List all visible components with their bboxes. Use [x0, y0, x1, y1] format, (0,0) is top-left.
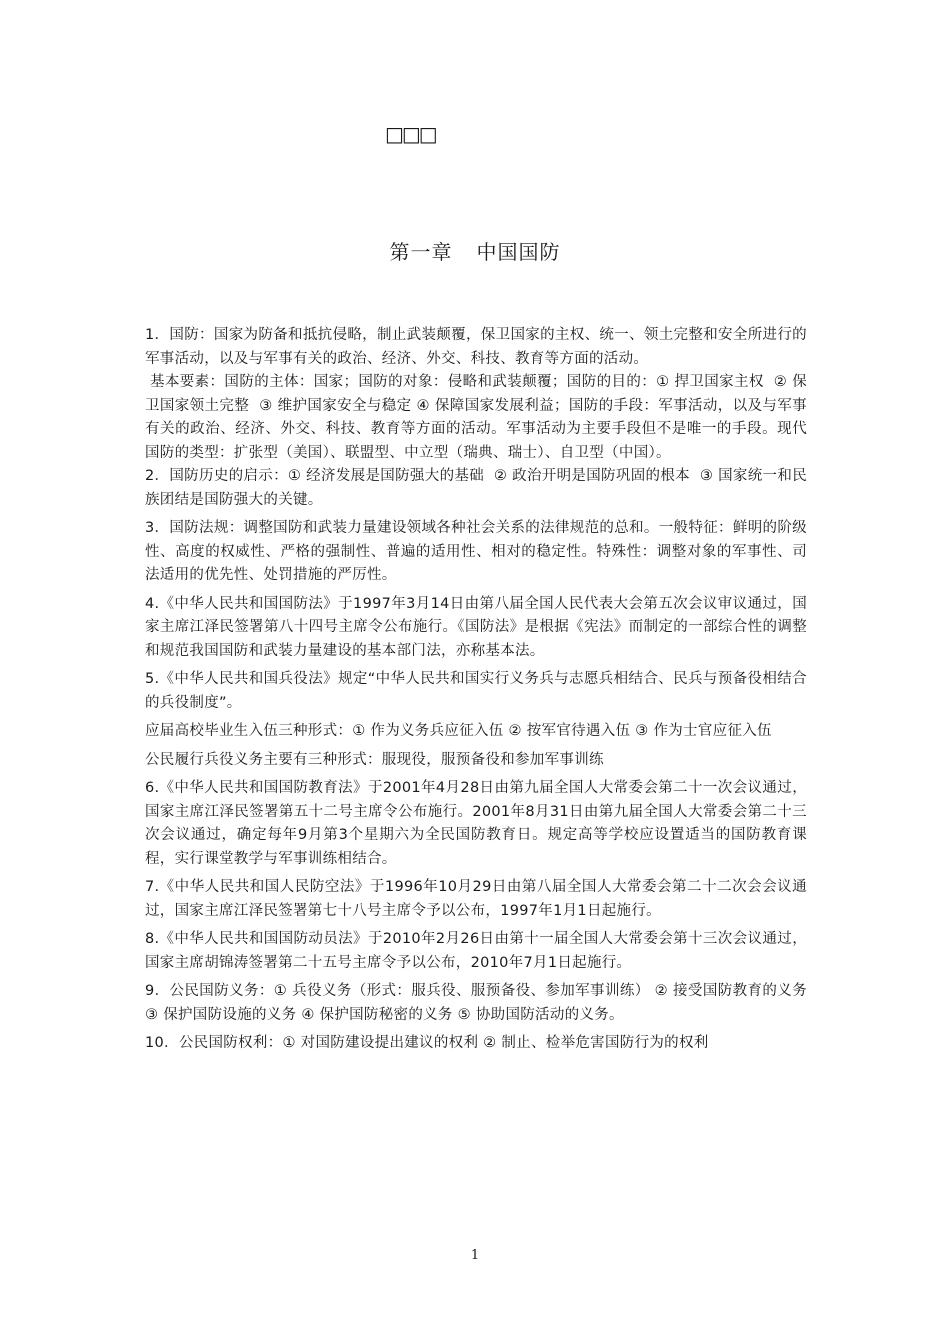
paragraph-3-regulations: 3．国防法规：调整国防和武装力量建设领域各种社会关系的法律规范的总和。一般特征：鲜明的阶级性、高度的权威性、严格的强制性、普遍的适用性、相对的稳定性。特殊性：调整对象的军事性、司法适用的优先性、处罚措施的严厉性。: [145, 520, 807, 583]
paragraph-4-national-defense-law: 4.《中华人民共和国国防法》于1997年3月14日由第八届全国人民代表大会第五次会议审议通过，国家主席江泽民签署第八十四号主席令公布施行。《国防法》是根据《宪法》而制定的一部综合性的调整和规范我国国防和武装力量建设的基本部门法，亦称基本法。: [145, 595, 807, 659]
paragraph-1-definition: 1．国防：国家为防备和抵抗侵略，制止武装颠覆，保卫国家的主权、统一、领土完整和安全所进行的军事活动，以及与军事有关的政治、经济、外交、科技、教育等方面的活动。: [145, 327, 807, 367]
paragraph-7-air-defense-law: 7.《中华人民共和国人民防空法》于1996年10月29日由第八届全国人大常委会第二十二次会会议通过，国家主席江泽民签署第七十八号主席令予以公布，1997年1月1日起施行。: [145, 879, 807, 919]
paragraph-service-forms: 公民履行兵役义务主要有三种形式：服现役，服预备役和参加军事训练: [145, 751, 604, 768]
paragraph-8-mobilization-law: 8.《中华人民共和国国防动员法》于2010年2月26日由第十一届全国人大常委会第十三次会议通过，国家主席胡锦涛签署第二十五号主席令予以公布，2010年7月1日起施行。: [145, 931, 807, 971]
chapter-title: [0, 236, 950, 265]
header-mark: □□□: [385, 122, 436, 146]
document-body: [145, 324, 812, 1061]
page-number: 1: [470, 1248, 480, 1263]
paragraph-10-citizen-rights: 10．公民国防权利：① 对国防建设提出建议的权利 ② 制止、检举危害国防行为的权利: [145, 1035, 709, 1051]
paragraph-graduate-enlistment: 应届高校毕业生入伍三种形式：① 作为义务兵应征入伍 ② 按军官待遇入伍 ③ 作为士官应征入伍: [145, 723, 772, 739]
paragraph-5-military-service-law: 5.《中华人民共和国兵役法》规定“中华人民共和国实行义务兵与志愿兵相结合、民兵与预备役相结合的兵役制度”。: [145, 671, 807, 711]
paragraph-9-citizen-duties: 9．公民国防义务：① 兵役义务（形式：服兵役、服预备役、参加军事训练） ② 接受国防教育的义务 ③ 保护国防设施的义务 ④ 保护国防秘密的义务 ⑤ 协助国防活动的义务。: [145, 983, 812, 1023]
paragraph-1-elements: 基本要素：国防的主体：国家；国防的对象：侵略和武装颠覆；国防的目的：① 捍卫国家主权 ② 保卫国家领土完整 ③ 维护国家安全与稳定 ④ 保障国家发展利益；国防的手段：军事活动，以及与军事有关的政治、经济、外交、科技、教育等方面的活动。军事活动为主要手段但不是唯一的手段。现代国防的类型：扩张型（美国）、联盟型、中立型（瑞典、瑞士）、自卫型（中国）。: [145, 374, 807, 461]
paragraph-6-defense-education-law: 6.《中华人民共和国国防教育法》于2001年4月28日由第九届全国人大常委会第二十一次会议通过，国家主席江泽民签署第五十二号主席令公布施行。2001年8月31日由第九届全国人大常委会第二十三次会议通过，确定每年9月第3个星期六为全民国防教育日。规定高等学校应设置适当的国防教育课程，实行课堂教学与军事训练相结合。: [145, 780, 807, 867]
paragraph-2-history: 2．国防历史的启示：① 经济发展是国防强大的基础 ② 政治开明是国防巩固的根本 ③ 国家统一和民族团结是国防强大的关键。: [145, 468, 807, 508]
chapter-name: 中国国防: [476, 240, 561, 264]
chapter-number: 第一章: [389, 240, 453, 264]
